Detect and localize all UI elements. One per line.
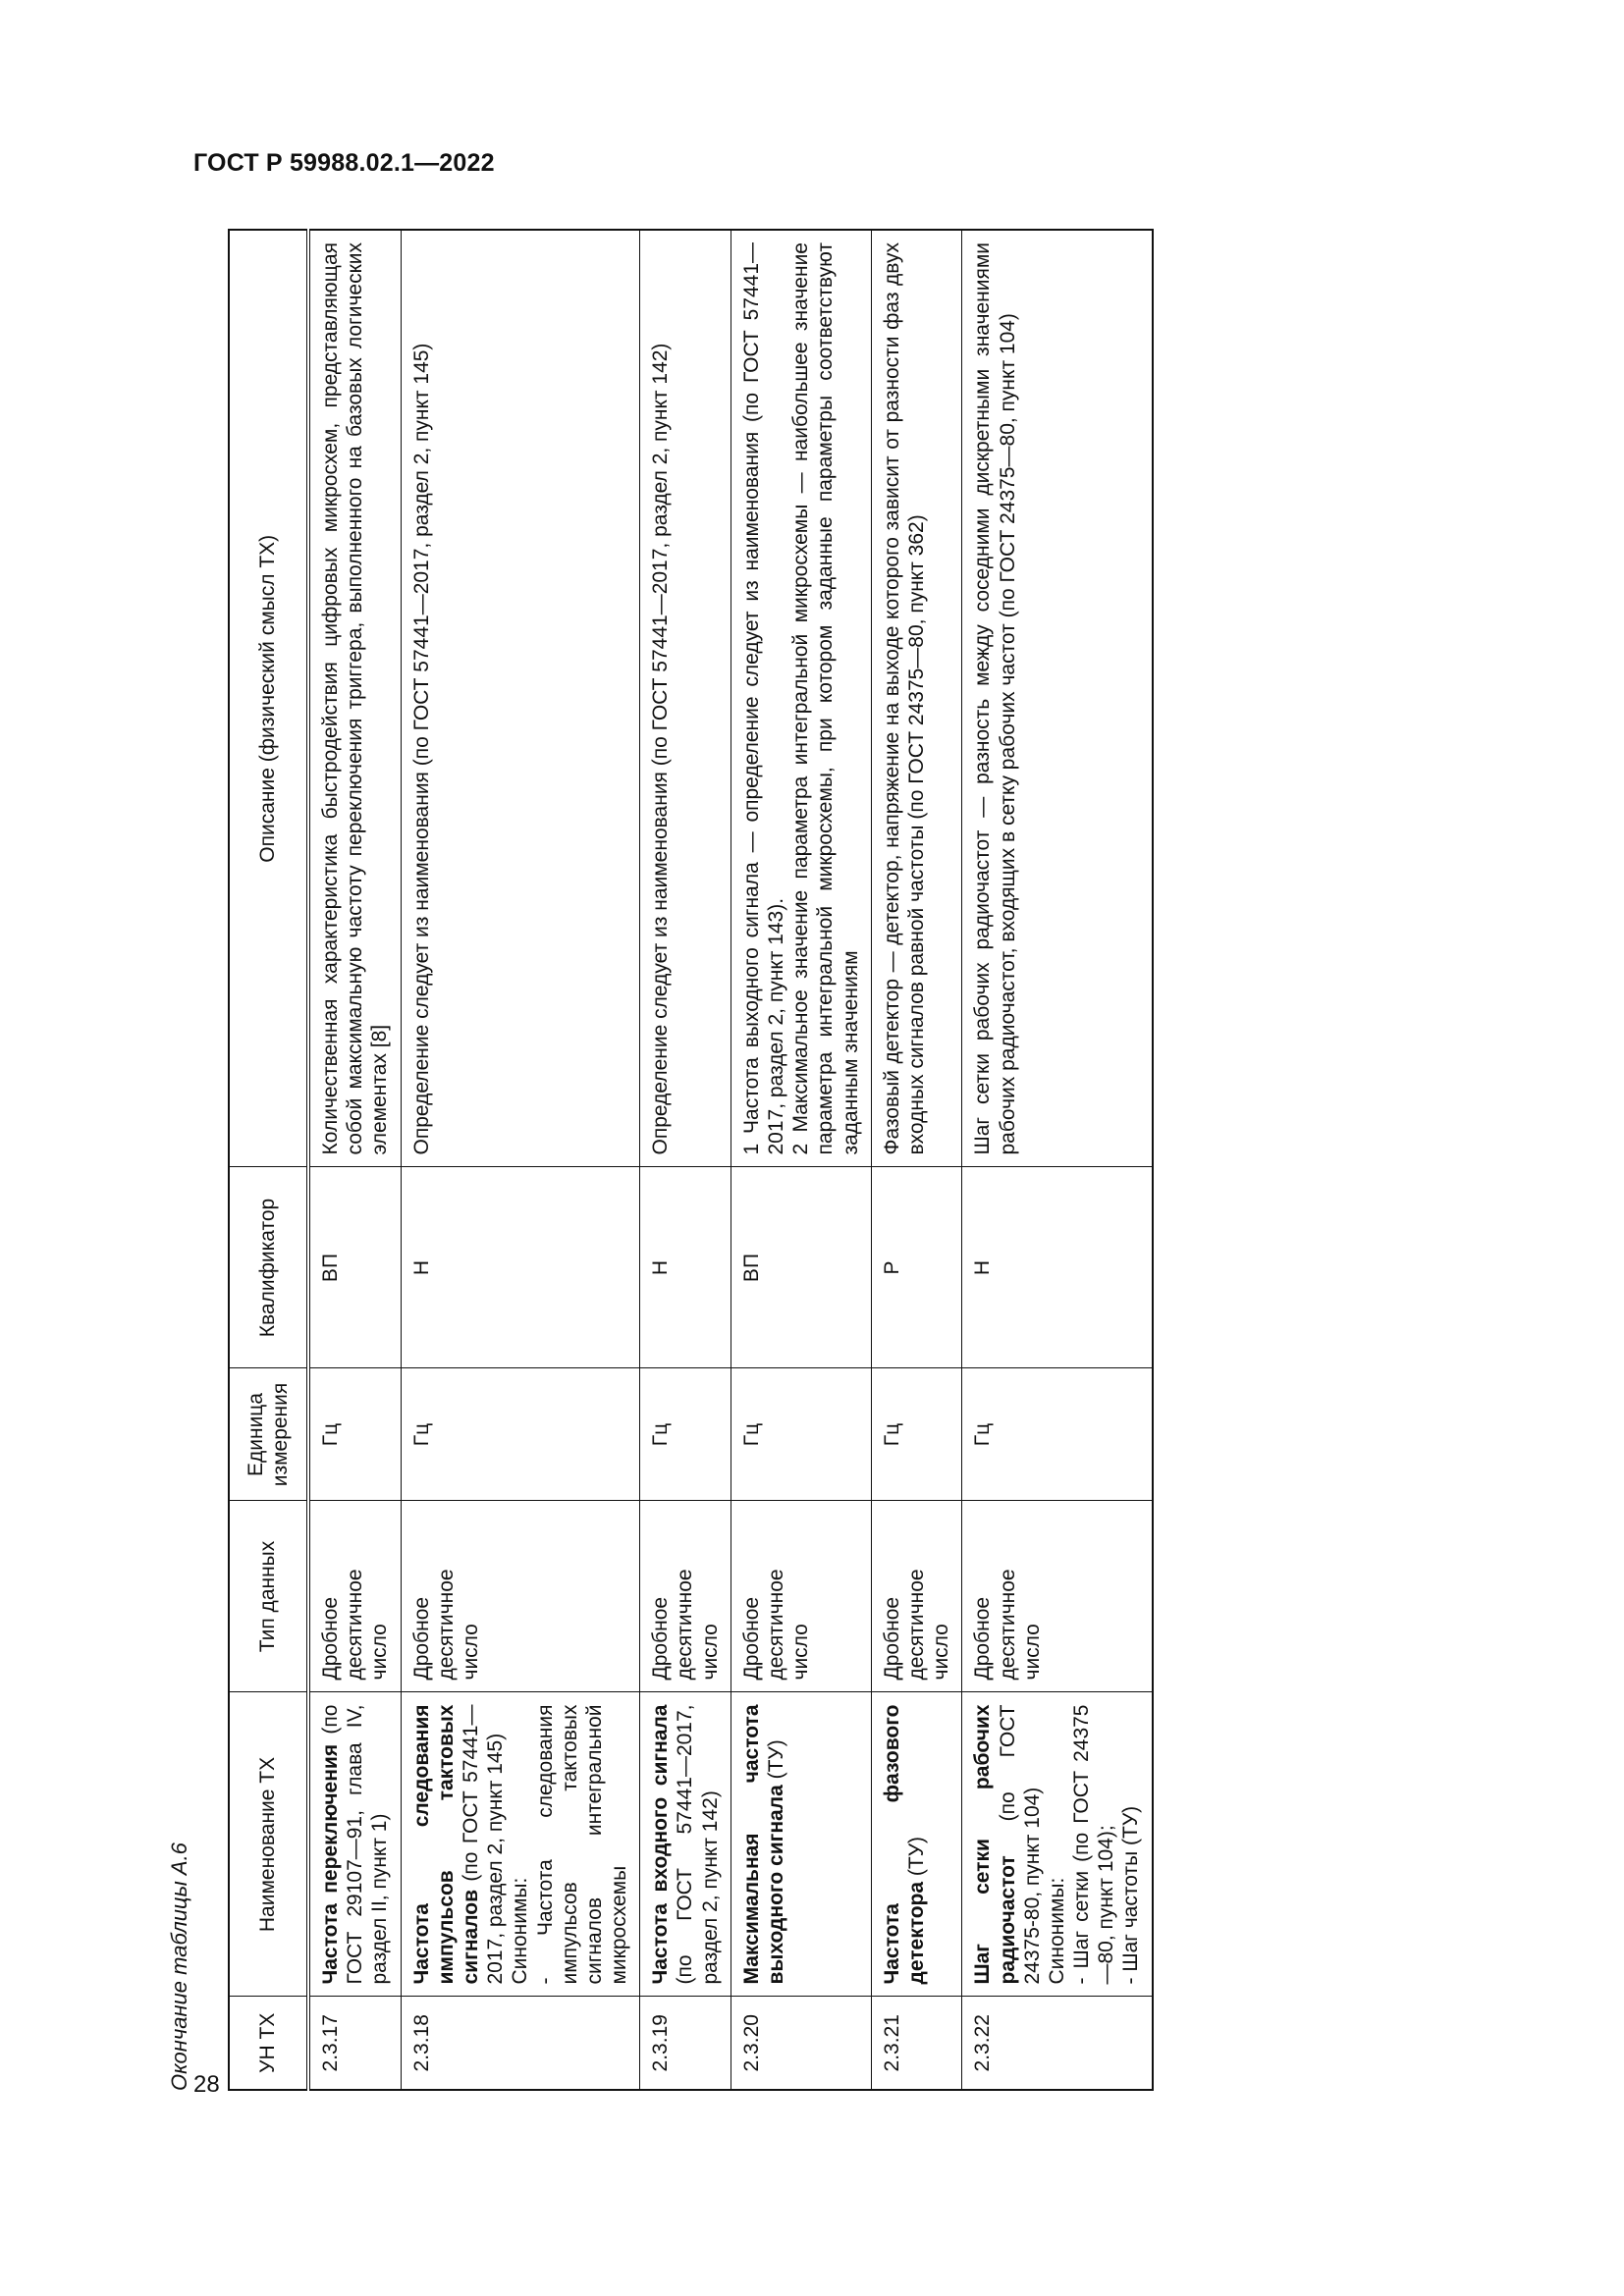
table-row: [871, 230, 962, 2090]
cell-name: [731, 1692, 871, 1997]
description-paragraph: Определение следует из наименования (по ГОСТ 57441—2017, раздел 2, пункт 142): [649, 343, 673, 1155]
cell-name: [308, 1692, 401, 1997]
cell-qualifier: Р: [871, 1167, 962, 1368]
cell-qualifier: Н: [401, 1167, 640, 1368]
column-header-description: Описание (физический смысл ТХ): [229, 230, 308, 1167]
table-row: [731, 230, 871, 2090]
rotated-table-block: [167, 226, 1296, 2091]
table-row: [308, 230, 401, 2090]
cell-code: 2.3.17: [308, 1997, 401, 2090]
cell-qualifier: ВП: [308, 1167, 401, 1368]
description-paragraph: 1 Частота выходного сигнала — определение следует из наименования (по ГОСТ 57441—2017, раздел 2, пункт 143).: [739, 242, 787, 1155]
cell-name: [640, 1692, 731, 1997]
cell-description: [962, 230, 1153, 1167]
document-header: ГОСТ Р 59988.02.1—2022: [193, 149, 495, 177]
cell-name: [871, 1692, 962, 1997]
cell-unit: Гц: [401, 1368, 640, 1501]
cell-unit: Гц: [871, 1368, 962, 1501]
synonym-item: - Шаг частоты (ТУ): [1119, 1805, 1143, 1985]
cell-description: [640, 230, 731, 1167]
description-paragraph: Определение следует из наименования (по ГОСТ 57441—2017, раздел 2, пункт 145): [409, 343, 433, 1155]
name-bold: Частота следования импульсов тактовых сигналов: [409, 1704, 482, 1985]
cell-unit: Гц: [640, 1368, 731, 1501]
cell-data-type: Дробное десятичное число: [308, 1501, 401, 1692]
cell-qualifier: Н: [962, 1167, 1153, 1368]
synonyms-label: Синонимы:: [1045, 1877, 1068, 1985]
description-paragraph: Шаг сетки рабочих радиочастот — разность между соседними дискретными значениями рабочих радиочастот, входящих в сетку рабочих частот (по ГОСТ 24375—80, пункт 104): [971, 242, 1019, 1155]
column-header-data-type: Тип данных: [229, 1501, 308, 1692]
cell-qualifier: Н: [640, 1167, 731, 1368]
name-reference: (ТУ): [765, 1739, 787, 1786]
name-bold: Частота входного сигнала: [649, 1704, 673, 1985]
cell-data-type: Дробное десятичное число: [731, 1501, 871, 1692]
table-row: [962, 230, 1153, 2090]
cell-description: [731, 230, 871, 1167]
cell-data-type: Дробное десятичное число: [962, 1501, 1153, 1692]
column-header-qualifier: Квалификатор: [229, 1167, 308, 1368]
cell-data-type: Дробное десятичное число: [871, 1501, 962, 1692]
cell-code: 2.3.20: [731, 1997, 871, 2090]
name-reference: (ТУ): [904, 1836, 928, 1882]
cell-unit: Гц: [308, 1368, 401, 1501]
cell-data-type: Дробное десятичное число: [401, 1501, 640, 1692]
name-reference: (по ГОСТ 57441—2017, раздел 2, пункт 142): [674, 1704, 722, 1985]
cell-code: 2.3.21: [871, 1997, 962, 2090]
name-reference: (по ГОСТ 29107—91, глава IV, раздел II, пункт 1): [319, 1704, 392, 1985]
table-body: [308, 230, 1153, 2090]
column-header-name: Наименование ТХ: [229, 1692, 308, 1997]
name-bold: Максимальная частота выходного сигнала: [739, 1704, 787, 1985]
table-row: [640, 230, 731, 2090]
cell-code: 2.3.22: [962, 1997, 1153, 2090]
cell-qualifier: ВП: [731, 1167, 871, 1368]
name-reference: (по ГОСТ 24375-80, пункт 104): [996, 1704, 1044, 1985]
synonyms-label: Синонимы:: [509, 1877, 532, 1985]
cell-description: [871, 230, 962, 1167]
cell-code: 2.3.18: [401, 1997, 640, 2090]
description-paragraph: Количественная характеристика быстродействия цифровых микросхем, представляющая собой максимальную частоту переключения триггера, выполненного на базовых логических элементах [8]: [319, 242, 392, 1155]
name-bold: Частота переключения: [319, 1743, 342, 1985]
description-paragraph: Фазовый детектор — детектор, напряжение на выходе которого зависит от разности фаз двух входных сигналов равной частоты (по ГОСТ 24375—80, пункт 362): [880, 242, 928, 1155]
characteristics-table: [228, 229, 1154, 2091]
name-bold: Шаг сетки рабочих радиочастот: [971, 1704, 1019, 1985]
cell-name: [962, 1692, 1153, 1997]
cell-data-type: Дробное десятичное число: [640, 1501, 731, 1692]
synonym-item: - Частота следования импульсов тактовых сигналов интегральной микросхемы: [533, 1704, 631, 1985]
cell-code: 2.3.19: [640, 1997, 731, 2090]
cell-description: [308, 230, 401, 1167]
cell-unit: Гц: [731, 1368, 871, 1501]
cell-name: [401, 1692, 640, 1997]
description-paragraph: 2 Максимальное значение параметра интегральной микросхемы — наибольшее значение параметра интегральной микросхемы, при котором заданные параметры соответствуют заданным значениям: [789, 242, 862, 1155]
table-row: [401, 230, 640, 2090]
page-number: 28: [193, 2071, 220, 2098]
table-header-row: [229, 230, 308, 2090]
name-reference: (по ГОСТ 57441—2017, раздел 2, пункт 145): [459, 1704, 508, 1985]
column-header-code: УН ТХ: [229, 1997, 308, 2090]
cell-description: [401, 230, 640, 1167]
column-header-unit: Единица измерения: [229, 1368, 308, 1501]
cell-unit: Гц: [962, 1368, 1153, 1501]
table-caption: Окончание таблицы А.6: [167, 1842, 191, 2091]
synonym-item: - Шаг сетки (по ГОСТ 24375—80, пункт 104);: [1070, 1704, 1118, 1985]
name-bold: Частота фазового детектора: [880, 1704, 928, 1985]
